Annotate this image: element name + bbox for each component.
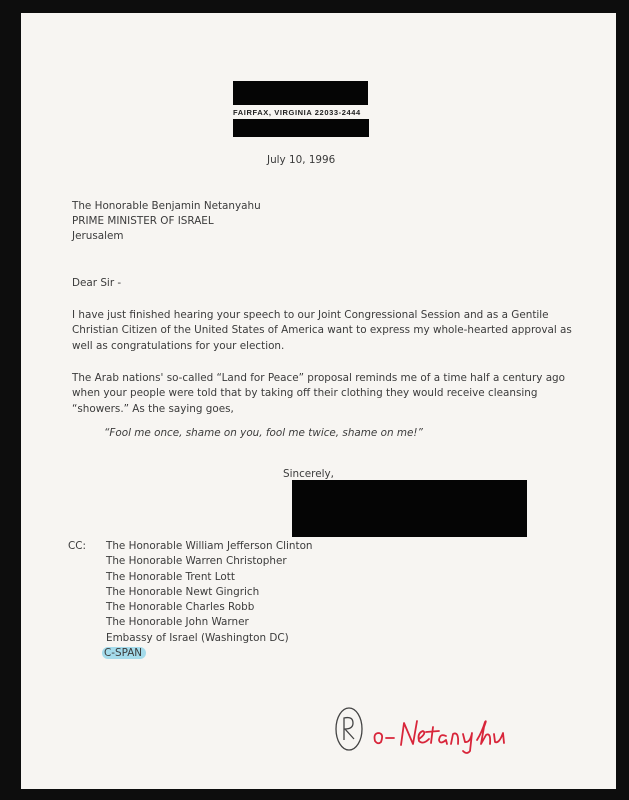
cc-recipient-list bbox=[106, 539, 313, 661]
cc-label: CC: bbox=[68, 540, 87, 552]
recipient-city: Jerusalem bbox=[72, 230, 124, 242]
body-paragraph-2: The Arab nations' so-called “Land for Peace” proposal reminds me of a time half a century ago when your people were told that by taking off their clothing they would receive cleansing “showers.” As the saying goes, bbox=[72, 372, 566, 415]
recipient-title: PRIME MINISTER OF ISRAEL bbox=[72, 215, 214, 227]
cc-recipient: The Honorable Newt Gingrich bbox=[106, 585, 260, 598]
closing: Sincerely, bbox=[283, 468, 334, 480]
cc-recipient: The Honorable Warren Christopher bbox=[106, 555, 287, 568]
cc-recipient: The Honorable Charles Robb bbox=[106, 601, 255, 614]
recipient-name: The Honorable Benjamin Netanyahu bbox=[72, 200, 261, 212]
cc-recipient: The Honorable William Jefferson Clinton bbox=[106, 540, 313, 552]
letter-page bbox=[21, 13, 616, 789]
body-paragraph-1: I have just finished hearing your speech to our Joint Congressional Session and as a Gentile Christian Citizen of the United States of America want to express my whole-hearted approval as well as congratulations for your election. bbox=[72, 309, 572, 352]
cc-recipient-highlighted bbox=[106, 646, 313, 661]
cc-recipient: Embassy of Israel (Washington DC) bbox=[106, 631, 289, 644]
cc-recipient: The Honorable John Warner bbox=[106, 616, 249, 629]
redacted-signature bbox=[292, 480, 527, 537]
circled-r-mark bbox=[333, 705, 367, 753]
salutation: Dear Sir - bbox=[72, 277, 122, 289]
redacted-letterhead-name bbox=[233, 81, 368, 105]
letterhead-address: FAIRFAX, VIRGINIA 22033-2444 bbox=[233, 108, 361, 117]
highlighter-mark: C-SPAN bbox=[102, 647, 146, 659]
redacted-letterhead-phone bbox=[233, 119, 369, 137]
cc-recipient: The Honorable Trent Lott bbox=[106, 570, 235, 583]
handwritten-netanyahu bbox=[371, 711, 561, 756]
letter-date: July 10, 1996 bbox=[267, 154, 336, 166]
quote-line: “Fool me once, shame on you, fool me twice, shame on me!” bbox=[104, 427, 423, 439]
